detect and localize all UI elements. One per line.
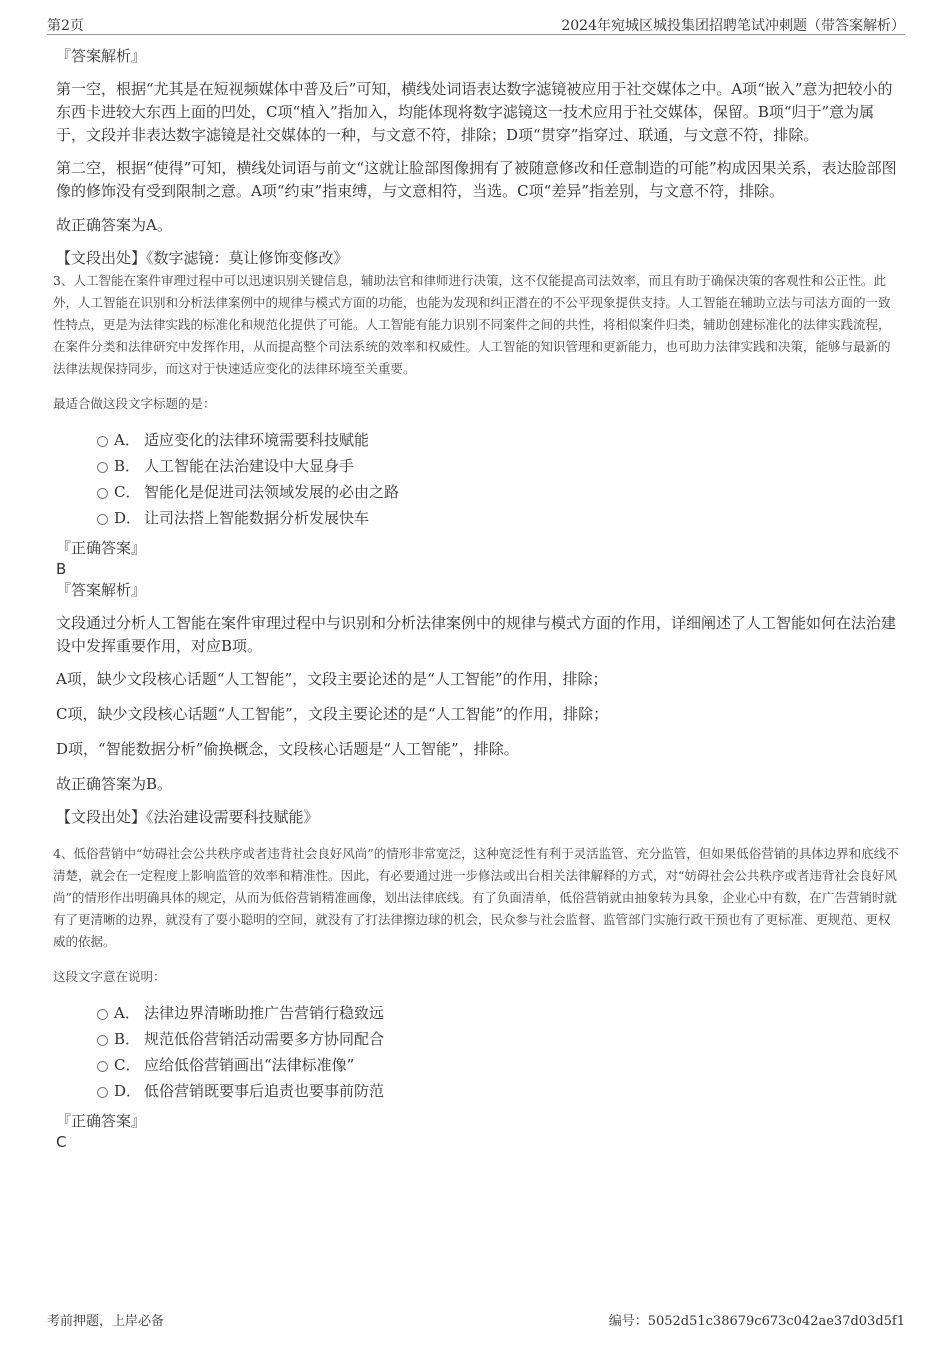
q4-stem: 4、低俗营销中“妨碍社会公共秩序或者违背社会良好风尚”的情形非常宽泛，这种宽泛性有利于灵活监管、充分监管，但如果低俗营销的具体边界和底线不清楚，就会在一定程度上影响监管的效率和精准性。因此，有必要通过进一步修法或出台相关法律解释的方式，对“妨碍社会公共秩序或者违背社会良好风尚”的情形作出明确具体的规定，从而为低俗营销精准画像，划出法律底线。有了负面清单，低俗营销就由抽象转为具象，企业心中有数，在广告营销时就有了更清晰的边界，就没有了耍小聪明的空间，就没有了打法律擦边球的机会，民众参与社会监督、监管部门实施行政干预也有了更标准、更规范、更权威的依据。	[53, 846, 899, 949]
q4-question: 这段文字意在说明：	[53, 969, 166, 984]
q3-analysis-option-c: C项，缺少文段核心话题“人工智能”，文段主要论述的是“人工智能”的作用，排除；	[56, 705, 609, 723]
document-serial: 编号：5052d51c38679c673c042ae37d03d5f1	[608, 1314, 905, 1329]
q3-option-d[interactable]: D． 让司法搭上智能数据分析发展快车	[56, 505, 901, 531]
q3-option-a[interactable]: A． 适应变化的法律环境需要科技赋能	[56, 427, 901, 453]
q4-answer: C	[56, 1133, 67, 1151]
radio-icon[interactable]	[97, 514, 108, 525]
q3-question: 最适合做这段文字标题的是：	[53, 396, 216, 411]
q4-option-b[interactable]: B． 规范低俗营销活动需要多方协同配合	[56, 1026, 901, 1052]
q3-stem: 3、人工智能在案件审理过程中可以迅速识别关键信息，辅助法官和律师进行决策，这不仅能提高司法效率，而且有助于确保决策的客观性和公正性。此外，人工智能在识别和分析法律案例中的规律与模式方面的功能，也能为发现和纠正潜在的不公平现象提供支持。人工智能在辅助立法与司法方面的一致性特点，更是为法律实践的标准化和规范化提供了可能。人工智能有能力识别不同案件之间的共性，将相似案件归类，辅助创建标准化的法律实践流程，在案件分类和法律研究中发挥作用，从而提高整个司法系统的效率和权威性。人工智能的知识管理和更新能力，也可助力法律实践和决策，能够与最新的法律法规保持同步，而这对于快速适应变化的法律环境至关重要。	[53, 273, 891, 376]
q2-analysis-heading: 『答案解析』	[56, 47, 147, 65]
page-number: 第2页	[47, 18, 84, 34]
q3-answer-heading: 『正确答案』	[56, 539, 147, 557]
page-content	[53, 45, 901, 1152]
q3-analysis-paragraph-1: 文段通过分析人工智能在案件审理过程中与识别和分析法律案例中的规律与模式方面的作用，详细阐述了人工智能如何在法治建设中发挥重要作用，对应B项。	[56, 614, 897, 655]
q3-option-c[interactable]: C． 智能化是促进司法领域发展的必由之路	[56, 479, 901, 505]
footer-slogan: 考前押题，上岸必备	[47, 1314, 165, 1329]
page-header	[47, 14, 905, 35]
q3-option-b[interactable]: B． 人工智能在法治建设中大显身手	[56, 453, 901, 479]
radio-icon[interactable]	[97, 1061, 108, 1072]
q4-option-d[interactable]: D． 低俗营销既要事后追责也要事前防范	[56, 1078, 901, 1104]
q3-source: 【文段出处】《法治建设需要科技赋能》	[56, 808, 319, 826]
document-title: 2024年宛城区城投集团招聘笔试冲刺题（带答案解析）	[561, 18, 905, 34]
radio-icon[interactable]	[97, 436, 108, 447]
q2-analysis-paragraph-1: 第一空，根据“尤其是在短视频媒体中普及后”可知，横线处词语表达数字滤镜被应用于社交媒体之中。A项“嵌入”意为把较小的东西卡进较大东西上面的凹处，C项“植入”指加入，均能体现将数字滤镜这一技术应用于社交媒体，保留。B项“归于”意为属于，文段并非表达数字滤镜是社交媒体的一种，与文意不符，排除；D项“贯穿”指穿过、联通，与文意不符，排除。	[56, 80, 893, 144]
radio-icon[interactable]	[97, 488, 108, 499]
q4-option-c[interactable]: C． 应给低俗营销画出“法律标准像”	[56, 1052, 901, 1078]
q3-conclusion: 故正确答案为B。	[56, 775, 173, 793]
q3-analysis-heading: 『答案解析』	[56, 581, 147, 599]
page-footer	[47, 1310, 905, 1330]
q3-answer: B	[56, 560, 67, 578]
q3-analysis-option-d: D项，“智能数据分析”偷换概念，文段核心话题是“人工智能”，排除。	[56, 740, 519, 758]
q3-options	[56, 427, 901, 531]
radio-icon[interactable]	[97, 462, 108, 473]
q2-conclusion: 故正确答案为A。	[56, 216, 172, 234]
q4-options	[56, 1000, 901, 1104]
q3-analysis-option-a: A项，缺少文段核心话题“人工智能”，文段主要论述的是“人工智能”的作用，排除；	[56, 670, 608, 688]
radio-icon[interactable]	[97, 1087, 108, 1098]
radio-icon[interactable]	[97, 1009, 108, 1020]
q4-option-a[interactable]: A． 法律边界清晰助推广告营销行稳致远	[56, 1000, 901, 1026]
q2-source: 【文段出处】《数字滤镜：莫让修饰变修改》	[56, 249, 349, 267]
q4-answer-heading: 『正确答案』	[56, 1112, 147, 1130]
q2-analysis-paragraph-2: 第二空，根据“使得”可知，横线处词语与前文“这就让脸部图像拥有了被随意修改和任意制造的可能”构成因果关系，表达脸部图像的修饰没有受到限制之意。A项“约束”指束缚，与文意相符，当选。C项“差异”指差别，与文意不符，排除。	[56, 159, 897, 200]
radio-icon[interactable]	[97, 1035, 108, 1046]
